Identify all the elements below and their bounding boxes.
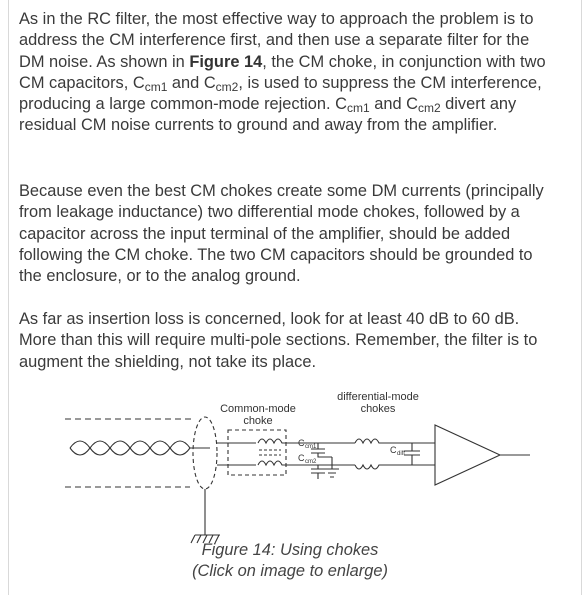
paragraph-insertion-loss: As far as insertion loss is concerned, look for at least 40 dB to 60 dB. More than this will require multi-pole sections. Remember, the filter is to augment the shielding, not take its place. bbox=[19, 310, 538, 371]
caption-title: Figure 14: Using chokes bbox=[201, 541, 379, 559]
paragraph-text: , the CM choke, in conjunction with two CM capacitors, C bbox=[19, 52, 546, 92]
twisted-pair-a bbox=[70, 441, 210, 455]
dm-choke-top bbox=[355, 439, 435, 443]
label-choke: choke bbox=[243, 415, 273, 427]
cdiff-capacitor bbox=[404, 443, 420, 465]
paragraph-cm-interference bbox=[19, 9, 549, 137]
label-ccm1-sub: cm1 bbox=[305, 444, 317, 450]
label-cdiff-sub: diff bbox=[397, 451, 405, 457]
cm-choke-core bbox=[259, 450, 281, 455]
label-differential-mode: differential-mode bbox=[337, 391, 419, 403]
caption-enlarge-link[interactable]: (Click on image to enlarge) bbox=[192, 562, 388, 580]
right-border bbox=[581, 0, 582, 595]
paragraph-dm-chokes: Because even the best CM chokes create some DM currents (principally from leakage inductance) two differential mode chokes, followed by a capacitor across the input terminal of the amplifier, should be added following the CM choke. The two CM capacitors should be grounded to the enclosure, or to the analog ground. bbox=[19, 182, 544, 286]
amplifier-symbol bbox=[435, 425, 500, 485]
label-chokes: chokes bbox=[360, 403, 396, 415]
subscript: cm2 bbox=[215, 79, 239, 94]
cap-ground-symbol bbox=[325, 469, 339, 477]
paragraph-text: divert any residual CM noise currents to ground and away from the amplifier. bbox=[19, 95, 517, 135]
subscript: cm1 bbox=[144, 79, 168, 94]
figure-14-schematic[interactable] bbox=[60, 385, 540, 550]
figure-reference: Figure 14 bbox=[189, 52, 263, 71]
label-cdiff: C bbox=[390, 445, 397, 455]
subscript: cm2 bbox=[417, 101, 441, 116]
paragraph-text: and C bbox=[167, 73, 216, 92]
cm-choke-box bbox=[228, 430, 286, 475]
figure-caption bbox=[60, 540, 520, 582]
label-ccm2: C bbox=[298, 453, 305, 463]
label-common-mode: Common-mode bbox=[220, 403, 296, 415]
ccm2-capacitor bbox=[311, 465, 325, 479]
paragraph-text: and C bbox=[369, 95, 418, 114]
connector-shield bbox=[193, 417, 217, 489]
label-ccm1: C bbox=[298, 438, 305, 448]
dm-choke-bottom bbox=[355, 465, 435, 469]
paragraph-text: , is used to suppress the CM interference, producing a large common-mode rejection. C bbox=[19, 73, 542, 114]
subscript: cm1 bbox=[346, 101, 370, 116]
twisted-pair-b bbox=[70, 441, 190, 455]
label-ccm2-sub: cm2 bbox=[305, 459, 317, 465]
paragraph-text: As in the RC filter, the most effective way to approach the problem is to address the CM interference first, and then use a separate filter for the DM noise. As shown in bbox=[19, 10, 534, 71]
left-border bbox=[8, 0, 9, 595]
cm-choke-coil-bottom bbox=[258, 461, 300, 465]
cm-choke-coil-top bbox=[258, 439, 300, 443]
